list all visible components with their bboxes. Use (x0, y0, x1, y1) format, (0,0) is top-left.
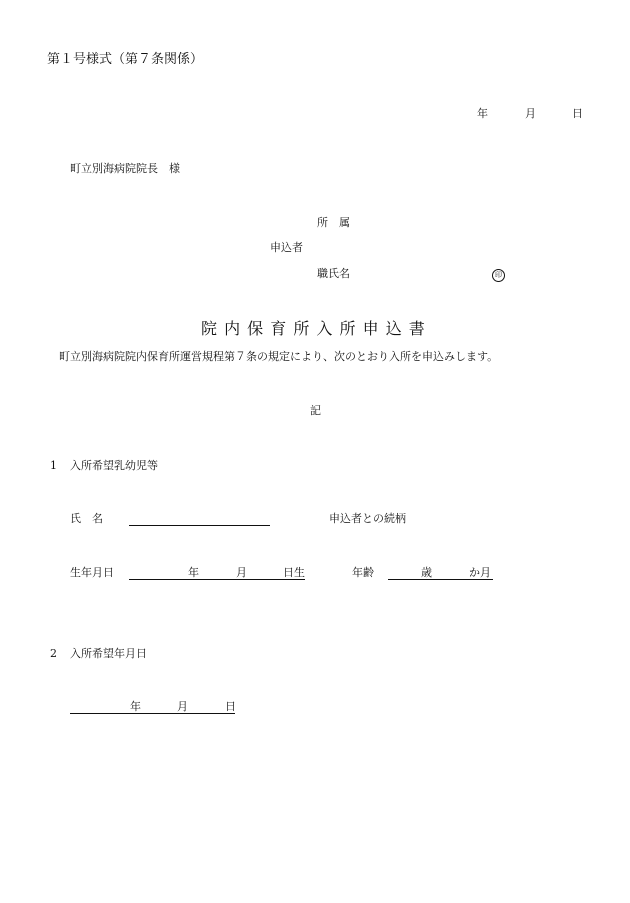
admission-date-field[interactable] (70, 713, 235, 714)
addressee: 町立別海病院院長 様 (70, 162, 180, 175)
date-year: 年 (477, 107, 488, 120)
age-label: 年齢 (352, 566, 374, 579)
birth-day: 日生 (283, 566, 305, 579)
relation-label: 申込者との続柄 (329, 512, 406, 525)
applicant-label: 申込者 (270, 241, 303, 254)
ki-mark: 記 (310, 404, 321, 417)
age-months: か月 (469, 566, 491, 579)
section-1-heading: 入所希望乳幼児等 (70, 459, 158, 472)
admission-day: 日 (225, 700, 236, 713)
birth-label: 生年月日 (70, 566, 114, 579)
section-1-number: 1 (50, 459, 57, 472)
date-month: 月 (525, 107, 536, 120)
birth-month: 月 (236, 566, 247, 579)
section-2-heading: 入所希望年月日 (70, 647, 147, 660)
birth-year: 年 (188, 566, 199, 579)
affiliation-label: 所 属 (317, 216, 350, 229)
date-day: 日 (572, 107, 583, 120)
section-2-number: 2 (50, 647, 57, 660)
form-number: 第１号様式（第７条関係） (47, 52, 204, 67)
admission-year: 年 (130, 700, 141, 713)
child-name-field[interactable] (129, 525, 270, 526)
page-title: 院 内 保 育 所 入 所 申 込 書 (201, 319, 426, 338)
age-years: 歳 (421, 566, 432, 579)
name-label: 職氏名 (317, 267, 350, 280)
seal-mark: 印 (492, 268, 505, 282)
admission-month: 月 (177, 700, 188, 713)
birth-field[interactable] (129, 579, 305, 580)
child-name-label: 氏 名 (70, 512, 103, 525)
age-field[interactable] (388, 579, 493, 580)
intro-text: 町立別海病院院内保育所運営規程第７条の規定により、次のとおり入所を申込みします。 (59, 350, 499, 363)
